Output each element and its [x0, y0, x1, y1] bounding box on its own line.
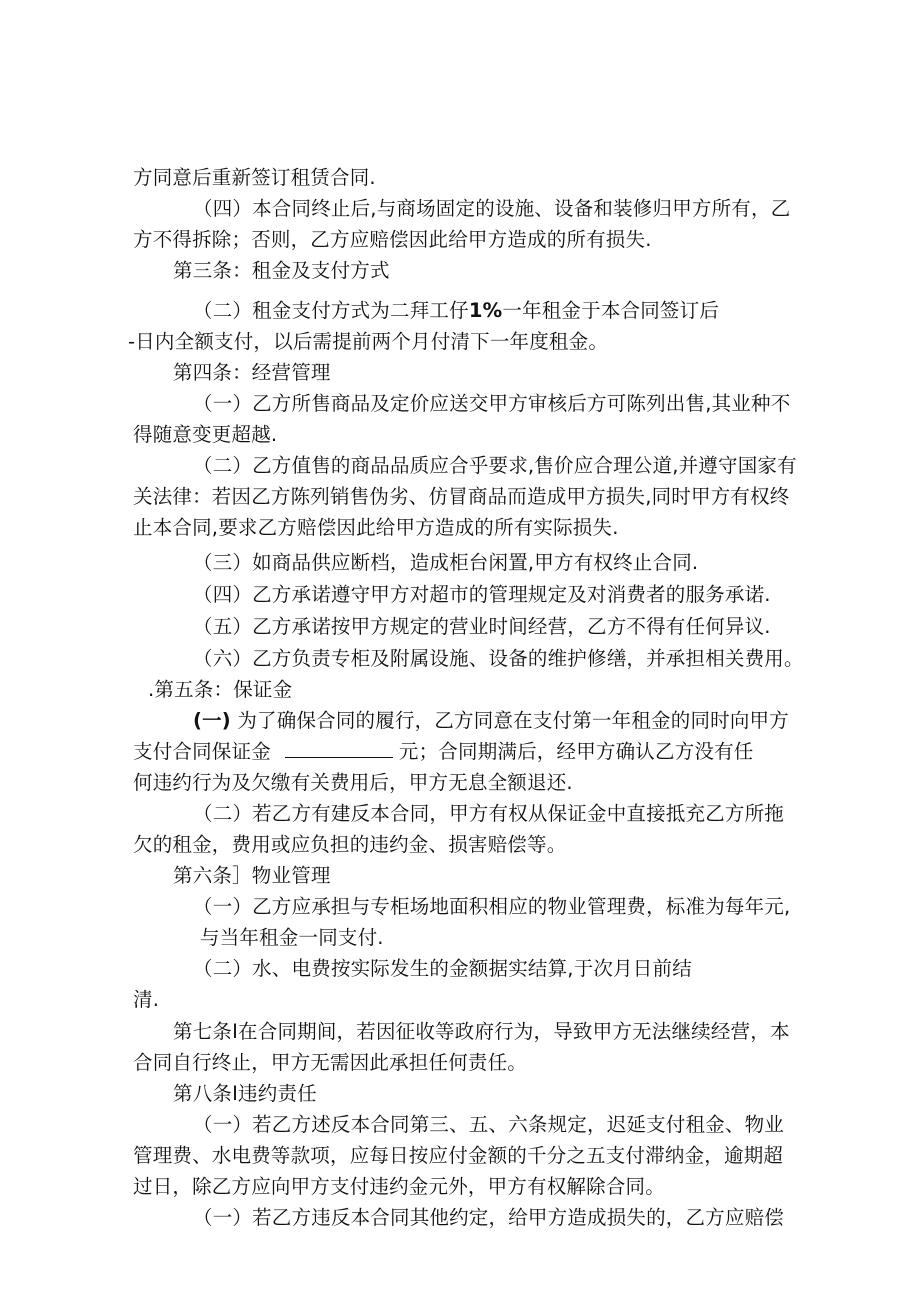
text-line: 得随意变更超越.	[133, 423, 278, 446]
text-line: 方不得拆除；否则，乙方应赔偿因此给甲方造成的所有损失.	[133, 228, 652, 251]
text-line: （五）乙方承诺按甲方规定的营业时间经营，乙方不得有任何异议.	[193, 615, 771, 638]
text-segment: 为了确保合同的履行，乙方同意在支付第一年租金的同时向甲方	[237, 709, 789, 732]
text-line: 止本合同,要求乙方赔偿因此给甲方造成的所有实际损失.	[133, 516, 619, 539]
text-line: 欠的租金，费用或应负担的违约金、损害赔偿等。	[133, 833, 567, 856]
text-line	[193, 298, 719, 324]
text-line: （二）乙方值售的商品品质应合乎要求,售价应合理公道,并遵守国家有	[193, 454, 797, 477]
section-heading: 第三条：租金及支付方式	[173, 259, 390, 282]
text-line: （一）乙方所售商品及定价应送交甲方审核后方可陈列出售,其业种不	[193, 392, 791, 415]
text-line: -日内全额支付，以后需提前两个月付清下一年度租金。	[128, 330, 609, 353]
section-heading: 第六条］物业管理	[173, 864, 331, 887]
text-line: 方同意后重新签订租赁合同.	[133, 166, 376, 189]
text-line	[193, 708, 789, 734]
text-line: （一）乙方应承担与专柜场地面积相应的物业管理费，标准为每年元,	[193, 895, 791, 918]
item-number: (一)	[193, 709, 231, 732]
text-line: 清.	[133, 988, 160, 1011]
text-line: 关法律：若因乙方陈列销售伪劣、仿冒商品而造成甲方损失,同时甲方有权终	[133, 485, 790, 508]
text-segment: 支付合同保证金	[133, 740, 271, 763]
text-line: （三）如商品供应断档，造成柜台闲置,甲方有权终止合同.	[193, 551, 699, 574]
text-segment: （二）租金支付方式为二拜工仔	[193, 299, 469, 322]
blank-amount-field	[285, 739, 393, 758]
text-line: （六）乙方负责专柜及附属设施、设备的维护修缮，并承担相关费用。	[193, 647, 804, 670]
text-line: 第七条I在合同期间，若因征收等政府行为，导致甲方无法继续经营，本	[173, 1020, 790, 1043]
text-segment: 元；合同期满后，经甲方确认乙方没有任	[398, 740, 754, 763]
text-line: （四）乙方承诺遵守甲方对超市的管理规定及对消费者的服务承诺.	[193, 583, 771, 606]
text-line: （一）若乙方述反本合同第三、五、六条规定，迟延支付租金、物业	[193, 1113, 785, 1136]
text-segment: 一年租金于本合同签订后	[502, 299, 720, 322]
text-line: 与当年租金一同支付.	[200, 926, 384, 949]
section-heading: 第八条I违约责任	[173, 1082, 317, 1105]
text-line: 何违约行为及欠缴有关费用后，甲方无息全额退还.	[133, 771, 573, 794]
text-line: 合同自行终止，甲方无需因此承担任何责任。	[133, 1051, 528, 1074]
text-line: 过日，除乙方应向甲方支付违约金元外，甲方有权解除合同。	[133, 1175, 665, 1198]
text-line: （一）若乙方违反本合同其他约定，给甲方造成损失的，乙方应赔偿	[193, 1206, 785, 1229]
rate-value: 1%	[468, 299, 503, 322]
text-line: 管理费、水电费等款项，应每日按应付金额的千分之五支付滞纳金，逾期超	[133, 1144, 784, 1167]
text-line: （二）若乙方有建反本合同，甲方有权从保证金中直接抵充乙方所拖	[193, 802, 785, 825]
text-line: （二）水、电费按实际发生的金额据实结算,于次月日前结	[193, 957, 692, 980]
section-heading: .第五条：保证金	[148, 678, 293, 701]
text-line	[133, 739, 754, 765]
text-line: （四）本合同终止后,与商场固定的设施、设备和装修归甲方所有，乙	[193, 197, 791, 220]
section-heading: 第四条：经营管理	[173, 361, 331, 384]
